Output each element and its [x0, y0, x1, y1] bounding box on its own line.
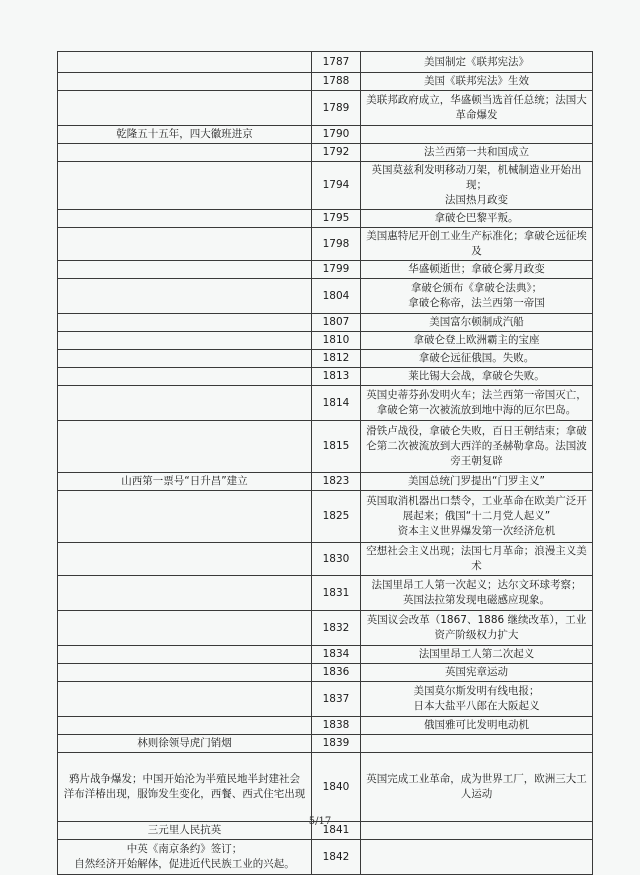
table-row	[58, 279, 593, 314]
world-event-cell: 美国《联邦宪法》生效	[361, 73, 593, 91]
china-event-cell	[58, 682, 312, 717]
table-row	[58, 73, 593, 91]
table-row	[58, 91, 593, 126]
table-row	[58, 717, 593, 735]
world-event-cell: 美国总统门罗提出“门罗主义”	[361, 473, 593, 491]
world-event-cell: 法兰西第一共和国成立	[361, 144, 593, 162]
china-event-cell	[58, 611, 312, 646]
year-cell: 1798	[312, 228, 361, 261]
table-row	[58, 314, 593, 332]
world-event-cell: 法国里昂工人第二次起义	[361, 646, 593, 664]
year-cell: 1795	[312, 210, 361, 228]
china-event-cell: 三元里人民抗英	[58, 822, 312, 840]
china-event-cell	[58, 543, 312, 576]
china-event-cell	[58, 52, 312, 73]
world-event-cell: 美国富尔顿制成汽船	[361, 314, 593, 332]
china-event-cell	[58, 491, 312, 543]
world-event-cell: 拿破仑巴黎平叛。	[361, 210, 593, 228]
year-cell: 1790	[312, 126, 361, 144]
table-row	[58, 491, 593, 543]
china-event-cell: 鸦片战争爆发；中国开始沦为半殖民地半封建社会 洋布洋椿出现，服饰发生变化，西餐、西式住宅出现	[58, 753, 312, 822]
table-row	[58, 332, 593, 350]
year-cell: 1839	[312, 735, 361, 753]
world-event-cell: 英国宪章运动	[361, 664, 593, 682]
china-event-cell	[58, 664, 312, 682]
world-event-cell: 英国取消机器出口禁令，工业革命在欧美广泛开展起来；俄国“十二月党人起义” 资本主义世界爆发第一次经济危机	[361, 491, 593, 543]
table-row	[58, 735, 593, 753]
world-event-cell: 英国议会改革（1867、1886 继续改革），工业资产阶级权力扩大	[361, 611, 593, 646]
table-row	[58, 576, 593, 611]
world-event-cell	[361, 126, 593, 144]
year-cell: 1787	[312, 52, 361, 73]
table-row	[58, 543, 593, 576]
year-cell: 1813	[312, 368, 361, 386]
table-row	[58, 473, 593, 491]
world-event-cell	[361, 735, 593, 753]
china-event-cell	[58, 646, 312, 664]
china-event-cell	[58, 314, 312, 332]
world-event-cell: 莱比锡大会战，拿破仑失败。	[361, 368, 593, 386]
table-row	[58, 126, 593, 144]
table-row	[58, 52, 593, 73]
world-event-cell: 美联邦政府成立，华盛顿当选首任总统；法国大革命爆发	[361, 91, 593, 126]
china-event-cell	[58, 91, 312, 126]
china-event-cell: 山西第一票号“日升昌”建立	[58, 473, 312, 491]
china-event-cell: 林则徐领导虎门销烟	[58, 735, 312, 753]
table-row	[58, 162, 593, 210]
year-cell: 1841	[312, 822, 361, 840]
world-event-cell: 英国莫兹利发明移动刀架，机械制造业开始出现； 法国热月政变	[361, 162, 593, 210]
year-cell: 1789	[312, 91, 361, 126]
year-cell: 1836	[312, 664, 361, 682]
table-row	[58, 368, 593, 386]
history-timeline-table	[57, 51, 593, 875]
year-cell: 1830	[312, 543, 361, 576]
year-cell: 1825	[312, 491, 361, 543]
year-cell: 1810	[312, 332, 361, 350]
page-number: 5/17	[308, 816, 332, 827]
world-event-cell	[361, 840, 593, 875]
world-event-cell: 英国完成工业革命，成为世界工厂，欧洲三大工人运动	[361, 753, 593, 822]
table-row	[58, 664, 593, 682]
world-event-cell: 俄国雅可比发明电动机	[361, 717, 593, 735]
world-event-cell: 美国惠特尼开创工业生产标准化；拿破仑远征埃及	[361, 228, 593, 261]
year-cell: 1799	[312, 261, 361, 279]
world-event-cell: 美国莫尔斯发明有线电报； 日本大盐平八郎在大阪起义	[361, 682, 593, 717]
table-row	[58, 210, 593, 228]
year-cell: 1834	[312, 646, 361, 664]
china-event-cell	[58, 261, 312, 279]
china-event-cell	[58, 144, 312, 162]
table-row	[58, 144, 593, 162]
table-row	[58, 228, 593, 261]
year-cell: 1823	[312, 473, 361, 491]
year-cell: 1792	[312, 144, 361, 162]
table-row	[58, 261, 593, 279]
world-event-cell: 英国史蒂芬孙发明火车；法兰西第一帝国灭亡，拿破仑第一次被流放到地中海的厄尔巴岛。	[361, 386, 593, 421]
china-event-cell: 中英《南京条约》签订； 自然经济开始解体，促进近代民族工业的兴起。	[58, 840, 312, 875]
year-cell: 1831	[312, 576, 361, 611]
china-event-cell	[58, 162, 312, 210]
world-event-cell: 拿破仑远征俄国。失败。	[361, 350, 593, 368]
world-event-cell: 滑铁卢战役，拿破仑失败，百日王朝结束；拿破仑第二次被流放到大西洋的圣赫勒拿岛。法国波旁王朝复辟	[361, 421, 593, 473]
world-event-cell: 空想社会主义出现；法国七月革命；浪漫主义美术	[361, 543, 593, 576]
year-cell: 1804	[312, 279, 361, 314]
year-cell: 1840	[312, 753, 361, 822]
table-row	[58, 386, 593, 421]
china-event-cell	[58, 421, 312, 473]
table-row	[58, 753, 593, 822]
year-cell: 1807	[312, 314, 361, 332]
china-event-cell	[58, 350, 312, 368]
year-cell: 1814	[312, 386, 361, 421]
table-row	[58, 646, 593, 664]
world-event-cell: 法国里昂工人第一次起义；达尔文环球考察； 英国法拉第发现电磁感应现象。	[361, 576, 593, 611]
china-event-cell	[58, 73, 312, 91]
china-event-cell	[58, 386, 312, 421]
year-cell: 1832	[312, 611, 361, 646]
table-row	[58, 611, 593, 646]
table-row	[58, 840, 593, 875]
table-row	[58, 350, 593, 368]
world-event-cell: 美国制定《联邦宪法》	[361, 52, 593, 73]
china-event-cell	[58, 279, 312, 314]
year-cell: 1788	[312, 73, 361, 91]
china-event-cell	[58, 332, 312, 350]
china-event-cell	[58, 210, 312, 228]
table-body	[58, 52, 593, 875]
world-event-cell: 拿破仑颁布《拿破仑法典》； 拿破仑称帝，法兰西第一帝国	[361, 279, 593, 314]
year-cell: 1815	[312, 421, 361, 473]
china-event-cell	[58, 368, 312, 386]
year-cell: 1794	[312, 162, 361, 210]
china-event-cell: 乾隆五十五年，四大徽班进京	[58, 126, 312, 144]
china-event-cell	[58, 717, 312, 735]
world-event-cell: 华盛顿逝世；拿破仑雾月政变	[361, 261, 593, 279]
table-row	[58, 682, 593, 717]
year-cell: 1842	[312, 840, 361, 875]
china-event-cell	[58, 576, 312, 611]
table-row	[58, 421, 593, 473]
china-event-cell	[58, 228, 312, 261]
world-event-cell: 拿破仑登上欧洲霸主的宝座	[361, 332, 593, 350]
year-cell: 1812	[312, 350, 361, 368]
year-cell: 1837	[312, 682, 361, 717]
year-cell: 1838	[312, 717, 361, 735]
